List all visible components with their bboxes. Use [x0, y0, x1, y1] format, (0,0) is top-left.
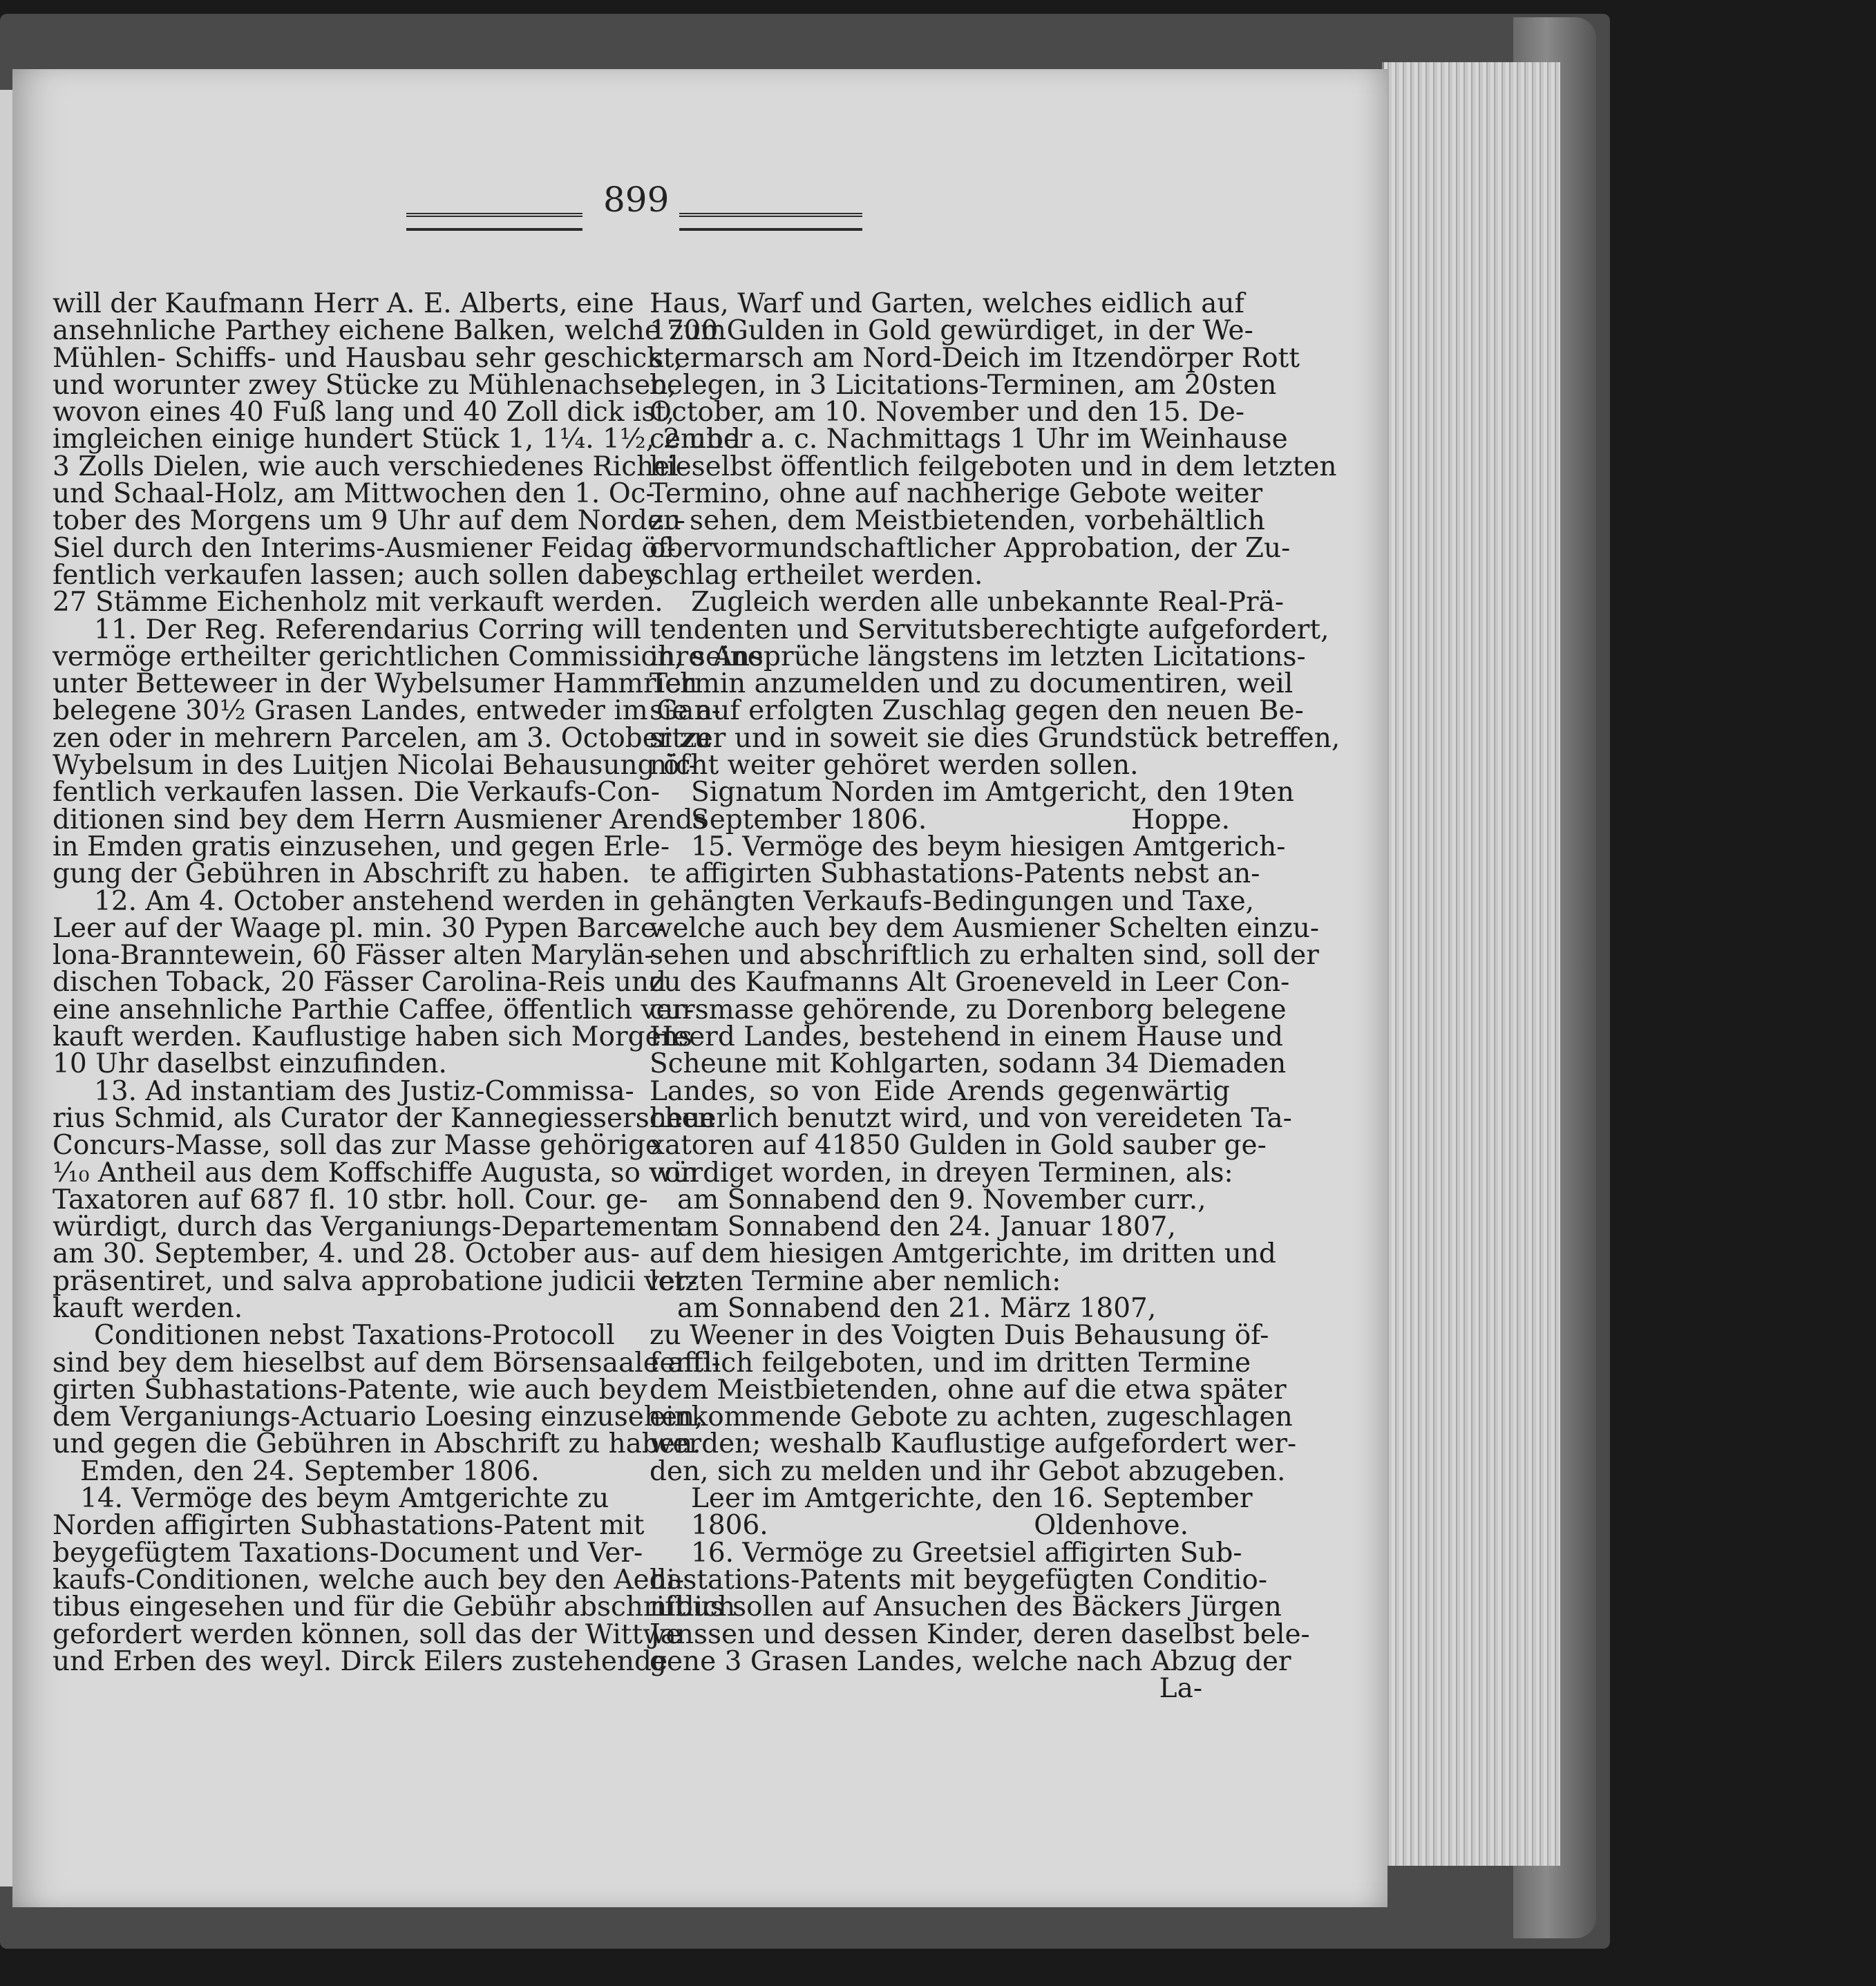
text-line: 12. Am 4. October anstehend werden in	[94, 885, 640, 917]
text-line: welche auch bey dem Ausmiener Schelten einzu-	[650, 912, 1320, 944]
text-line: hieselbst öffentlich feilgeboten und in dem letzten	[650, 451, 1337, 482]
text-line: und Schaal-Holz, am Mittwochen den 1. Oc-	[53, 478, 655, 510]
text-line: Concurs-Masse, soll das zur Masse gehörige	[53, 1130, 661, 1162]
text-line: Termin anzumelden und zu documentiren, weil	[650, 668, 1294, 700]
text-line: Scheune mit Kohlgarten, sodann 34 Diemaden	[650, 1048, 1287, 1080]
header-rule-left	[406, 213, 582, 231]
text-line: dem Verganiungs-Actuario Loesing einzusehen,	[53, 1401, 703, 1433]
page-stack-edge	[1382, 62, 1560, 1866]
text-line: rius Schmid, als Curator der Kannegiesserschen	[53, 1102, 715, 1134]
text-line: unter Betteweer in der Wybelsumer Hammrich	[53, 668, 698, 700]
text-line: Leer auf der Waage pl. min. 30 Pypen Barce-	[53, 912, 666, 944]
text-line: girten Subhastations-Patente, wie auch bey	[53, 1374, 647, 1406]
text-line: Janssen und dessen Kinder, deren daselbst bele-	[650, 1618, 1310, 1650]
text-line: Zugleich werden alle unbekannte Real-Prä-	[691, 587, 1285, 618]
text-line: schlag ertheilet werden.	[650, 559, 983, 591]
text-line: zu Weener in des Voigten Duis Behausung öf-	[650, 1320, 1269, 1352]
text-line: gung der Gebühren in Abschrift zu haben.	[53, 858, 631, 890]
page-header	[406, 180, 862, 242]
text-line: beygefügtem Taxations-Document und Ver-	[53, 1537, 643, 1569]
text-line: ansehnliche Parthey eichene Balken, welche zum	[53, 315, 726, 347]
text-line: werden; weshalb Kauflustige aufgefordert wer-	[650, 1428, 1297, 1460]
text-line: in Emden gratis einzusehen, und gegen Erle-	[53, 831, 670, 862]
text-line: sehen und abschriftlich zu erhalten sind, soll der	[650, 940, 1319, 972]
text-line: einkommende Gebote zu achten, zugeschlagen	[650, 1401, 1293, 1433]
signature-line	[650, 1510, 1230, 1542]
text-line: ⅒ Antheil aus dem Koffschiffe Augusta, so von	[53, 1157, 699, 1189]
text-line: 11. Der Reg. Referendarius Corring will	[94, 614, 642, 645]
text-line: Wybelsum in des Luitjen Nicolai Behausung öf-	[53, 750, 698, 782]
text-line: Siel durch den Interims-Ausmiener Feidag öf-	[53, 532, 676, 564]
text-line: zen oder in mehrern Parcelen, am 3. October zu	[53, 722, 712, 754]
text-line: nibus sollen auf Ansuchen des Bäckers Jürgen	[650, 1591, 1282, 1623]
text-line: kauft werden.	[53, 1292, 243, 1324]
text-line: und worunter zwey Stücke zu Mühlenachsen,	[53, 369, 676, 401]
text-line: Heerd Landes, bestehend in einem Hause und	[650, 1021, 1283, 1053]
text-line: sie auf erfolgten Zuschlag gegen den neuen Be-	[650, 695, 1304, 727]
text-line: obervormundschaftlicher Approbation, der Zu-	[650, 532, 1291, 564]
text-line: lona-Branntewein, 60 Fässer alten Marylän-	[53, 940, 654, 972]
text-line: und gegen die Gebühren in Abschrift zu haben.	[53, 1428, 701, 1460]
text-line: xatoren auf 41850 Gulden in Gold sauber ge-	[650, 1130, 1267, 1162]
text-line: dischen Toback, 20 Fässer Carolina-Reis und	[53, 967, 667, 999]
text-line: würdigt, durch das Verganiungs-Departement	[53, 1211, 682, 1243]
text-line: ditionen sind bey dem Herrn Ausmiener Arends	[53, 804, 707, 835]
date-text: 1806.	[691, 1510, 768, 1542]
text-line: sind bey dem hieselbst auf dem Börsensaale affi-	[53, 1347, 721, 1379]
text-line: fentlich feilgeboten, und im dritten Termine	[650, 1347, 1251, 1379]
text-line: fentlich verkaufen lassen. Die Verkaufs-Con-	[53, 777, 660, 808]
text-line: tober des Morgens um 9 Uhr auf dem Norder-	[53, 505, 685, 537]
text-line: auf dem hiesigen Amtgerichte, im dritten und	[650, 1238, 1276, 1270]
text-line: gene 3 Grasen Landes, welche nach Abzug der	[650, 1645, 1291, 1677]
text-line: und Erben des weyl. Dirck Eilers zustehende	[53, 1645, 668, 1677]
text-line: am 30. September, 4. und 28. October aus-	[53, 1238, 640, 1270]
text-line: kauft werden. Kauflustige haben sich Morgens	[53, 1021, 692, 1053]
text-line: ihre Ansprüche längstens im letzten Licitations-	[650, 641, 1306, 672]
printed-page	[12, 69, 1387, 1907]
text-line: belegene 30½ Grasen Landes, entweder im Gan-	[53, 695, 721, 727]
text-line: imgleichen einige hundert Stück 1, 1¼. 1½, 2 und	[53, 424, 741, 455]
text-line: gefordert werden können, soll das der Wittwe	[53, 1618, 682, 1650]
text-line: Emden, den 24. September 1806.	[80, 1455, 540, 1487]
text-line: würdiget worden, in dreyen Terminen, als:	[650, 1157, 1233, 1189]
text-line: sitzer und in soweit sie dies Grundstück betreffen,	[650, 722, 1340, 754]
text-line: Conditionen nebst Taxations-Protocoll	[94, 1320, 615, 1352]
text-line: vermöge ertheilter gerichtlichen Commission, seine	[53, 641, 764, 672]
text-line: kaufs-Conditionen, welche auch bey den Aedi-	[53, 1564, 685, 1596]
text-line: Mühlen- Schiffs- und Hausbau sehr geschickt,	[53, 342, 683, 374]
text-line: letzten Termine aber nemlich:	[650, 1265, 1061, 1297]
text-line: Taxatoren auf 687 fl. 10 stbr. holl. Cour. ge-	[53, 1184, 648, 1216]
text-line: den, sich zu melden und ihr Gebot abzugeben.	[650, 1455, 1286, 1487]
page-number: 899	[603, 180, 670, 220]
text-line: präsentiret, und salva approbatione judicii ver-	[53, 1265, 697, 1297]
text-line: belegen, in 3 Licitations-Terminen, am 20sten	[650, 369, 1277, 401]
text-line: October, am 10. November und den 15. De-	[650, 397, 1245, 428]
text-line: Leer im Amtgerichte, den 16. September	[691, 1483, 1253, 1515]
text-line: wovon eines 40 Fuß lang und 40 Zoll dick ist,	[53, 397, 675, 428]
text-line: cember a. c. Nachmittags 1 Uhr im Weinhause	[650, 424, 1288, 455]
text-line: cursmasse gehörende, zu Dorenborg belegene	[650, 994, 1287, 1025]
text-line: stermarsch am Nord-Deich im Itzendörper Rott	[650, 342, 1300, 374]
text-line: am Sonnabend den 9. November curr.,	[677, 1184, 1206, 1216]
text-line: 10 Uhr daselbst einzufinden.	[53, 1048, 447, 1080]
left-text-column	[53, 288, 764, 1677]
text-line: zu sehen, dem Meistbietenden, vorbehältlich	[650, 505, 1265, 537]
text-line: Haus, Warf und Garten, welches eidlich auf	[650, 288, 1244, 319]
text-line: Norden affigirten Subhastations-Patent mit	[53, 1510, 645, 1542]
text-line: eine ansehnliche Parthie Caffee, öffentlich ver-	[53, 994, 694, 1025]
text-line: fentlich verkaufen lassen; auch sollen dabey	[53, 559, 659, 591]
date-text: September 1806.	[691, 804, 927, 835]
signature-oldenhove: Oldenhove.	[1034, 1510, 1188, 1542]
text-line: gehängten Verkaufs-Bedingungen und Taxe,	[650, 885, 1255, 917]
text-line: 1700 Gulden in Gold gewürdiget, in der We-	[650, 315, 1253, 347]
text-line: am Sonnabend den 24. Januar 1807,	[677, 1211, 1176, 1243]
text-line: hastations-Patents mit beygefügten Conditio-	[650, 1564, 1268, 1596]
signature-hoppe: Hoppe.	[1131, 804, 1230, 835]
text-line: 14. Vermöge des beym Amtgerichte zu	[80, 1483, 609, 1515]
text-line: will der Kaufmann Herr A. E. Alberts, eine	[53, 288, 634, 319]
text-line: heuerlich benutzt wird, und von vereideten Ta-	[650, 1102, 1292, 1134]
text-line: nicht weiter gehöret werden sollen.	[650, 750, 1139, 782]
text-line: te affigirten Subhastations-Patents nebst an-	[650, 858, 1260, 890]
text-line: Termino, ohne auf nachherige Gebote weiter	[650, 478, 1263, 510]
facing-page-edge	[0, 90, 14, 1886]
text-line: zu des Kaufmanns Alt Groeneveld in Leer Con-	[650, 967, 1290, 999]
catchword: La-	[1159, 1673, 1202, 1705]
text-line: Signatum Norden im Amtgericht, den 19ten	[691, 777, 1294, 808]
text-line: 27 Stämme Eichenholz mit verkauft werden.	[53, 587, 663, 618]
text-line: 13. Ad instantiam des Justiz-Commissa-	[94, 1075, 634, 1107]
text-line: 16. Vermöge zu Greetsiel affigirten Sub-	[691, 1537, 1242, 1569]
text-line: 3 Zolls Dielen, wie auch verschiedenes Richel-	[53, 451, 688, 482]
right-text-column	[650, 288, 1340, 1705]
header-rule-right	[679, 213, 862, 231]
text-line: dem Meistbietenden, ohne auf die etwa später	[650, 1374, 1287, 1406]
signature-line	[650, 806, 1230, 833]
text-line: Landes, so von Eide Arends gegenwärtig	[650, 1075, 1230, 1107]
text-line: tendenten und Servitutsberechtigte aufgefordert,	[650, 614, 1329, 645]
text-line: tibus eingesehen und für die Gebühr abschriftlich	[53, 1591, 736, 1623]
text-line: am Sonnabend den 21. März 1807,	[677, 1292, 1157, 1324]
text-line: 15. Vermöge des beym hiesigen Amtgerich-	[691, 831, 1286, 862]
